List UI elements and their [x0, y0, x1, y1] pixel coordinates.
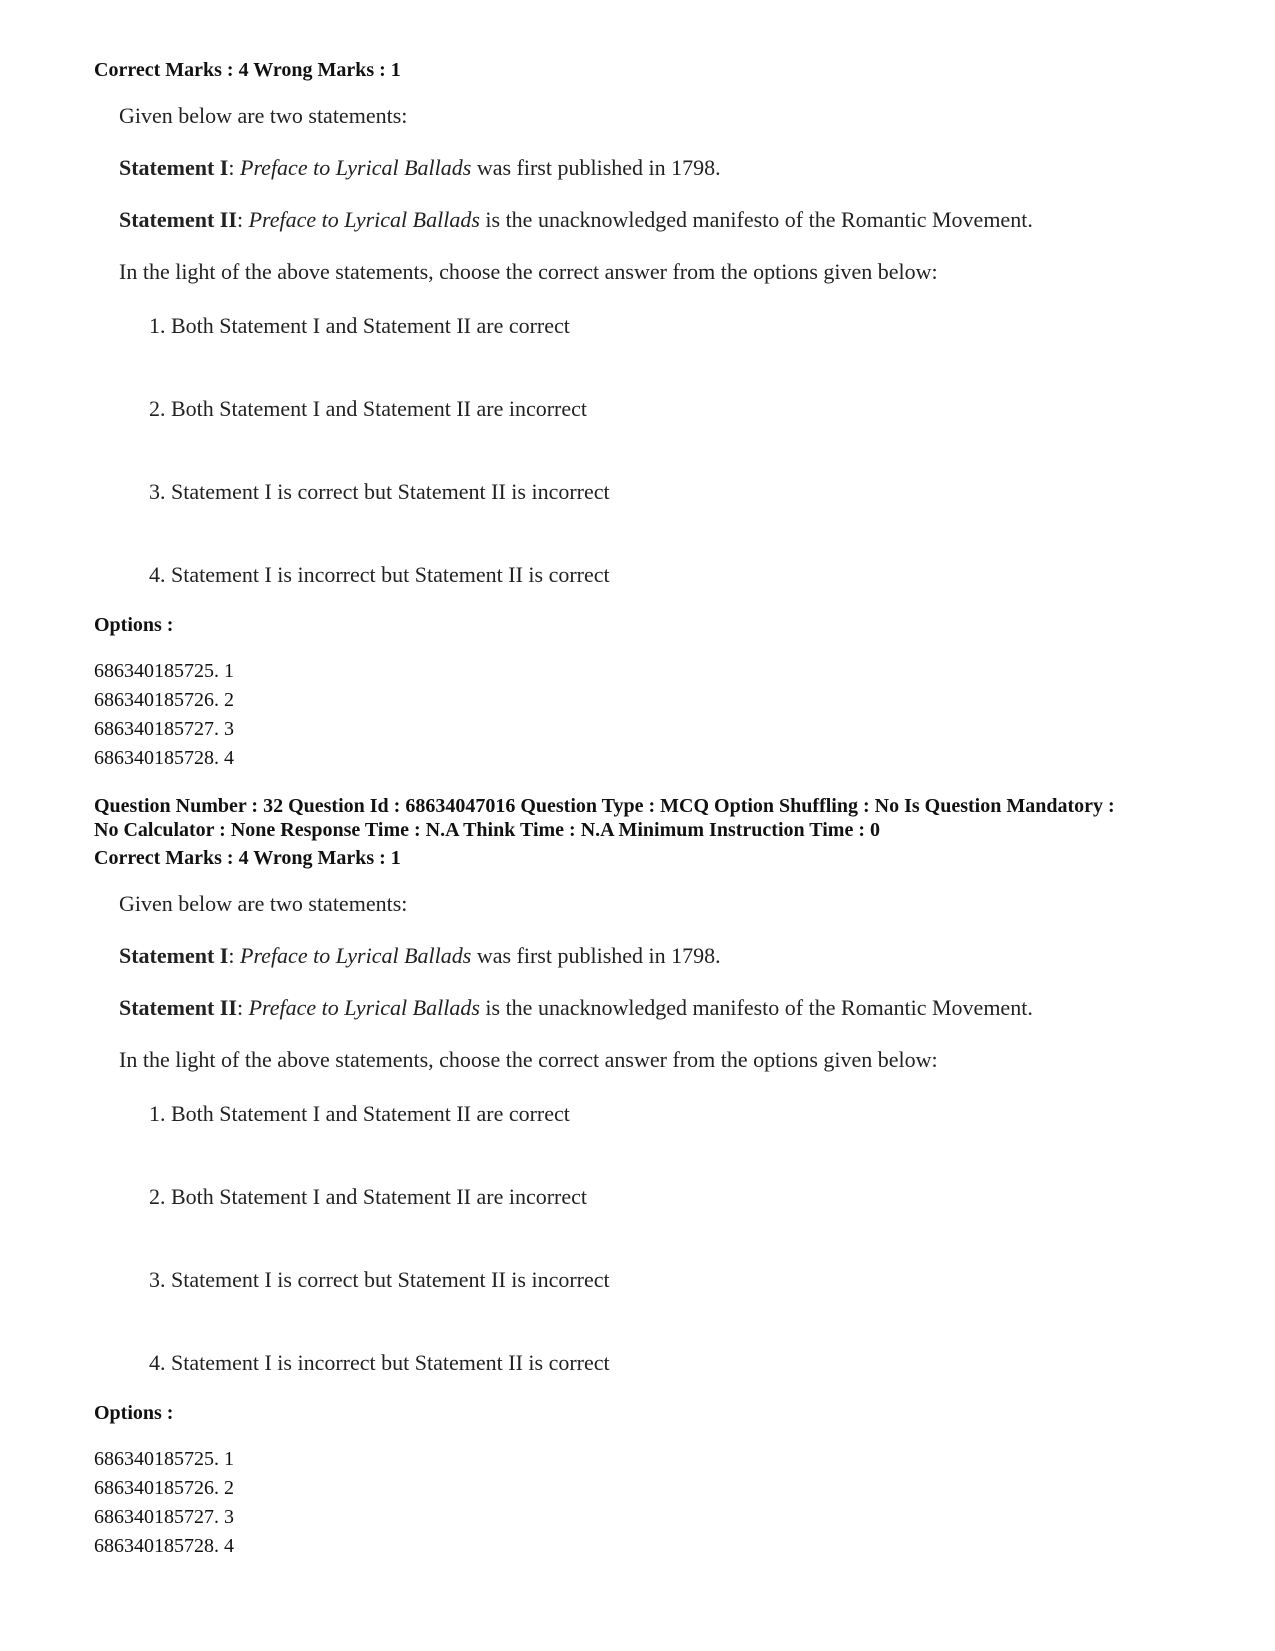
question-prompt: In the light of the above statements, choose the correct answer from the options given below: — [119, 259, 938, 284]
question-body — [119, 102, 1204, 589]
statement-2 — [119, 994, 1204, 1022]
choice-item: 2. Both Statement I and Statement II are incorrect — [149, 1184, 588, 1209]
answer-choices — [149, 1100, 1204, 1377]
option-id: 686340185726. 2 — [94, 1477, 234, 1499]
statement-2-title: Preface to Lyrical Ballads — [248, 207, 480, 232]
statement-1-label: Statement I — [119, 943, 229, 968]
question-block-2 — [94, 794, 1204, 1561]
statement-1-title: Preface to Lyrical Ballads — [240, 943, 472, 968]
statement-1-label: Statement I — [119, 155, 229, 180]
statement-1-rest: was first published in 1798. — [471, 155, 721, 180]
choice-item: 1. Both Statement I and Statement II are correct — [149, 313, 570, 338]
option-id: 686340185725. 1 — [94, 1448, 234, 1470]
statement-2-title: Preface to Lyrical Ballads — [248, 995, 480, 1020]
statement-2 — [119, 206, 1204, 234]
answer-choices — [149, 312, 1204, 589]
statement-1-title: Preface to Lyrical Ballads — [240, 155, 472, 180]
option-id: 686340185728. 4 — [94, 1535, 234, 1557]
statement-1-sep: : — [228, 943, 240, 968]
marks-info: Correct Marks : 4 Wrong Marks : 1 — [94, 847, 401, 869]
statement-2-rest: is the unacknowledged manifesto of the Romantic Movement. — [479, 995, 1033, 1020]
statement-2-sep: : — [236, 995, 249, 1020]
statement-1-sep: : — [228, 155, 240, 180]
question-intro: Given below are two statements: — [119, 103, 408, 128]
question-block-1 — [94, 58, 1204, 773]
statement-2-rest: is the unacknowledged manifesto of the Romantic Movement. — [479, 207, 1033, 232]
question-body — [119, 890, 1204, 1377]
statement-1-rest: was first published in 1798. — [471, 943, 721, 968]
choice-item: 4. Statement I is incorrect but Statement II is correct — [149, 1350, 610, 1375]
options-label: Options : — [94, 1402, 174, 1424]
statement-1 — [119, 154, 1204, 182]
question-prompt: In the light of the above statements, choose the correct answer from the options given below: — [119, 1047, 938, 1072]
question-header-line: No Calculator : None Response Time : N.A Think Time : N.A Minimum Instruction Time : 0 — [94, 819, 880, 841]
choice-item: 2. Both Statement I and Statement II are incorrect — [149, 396, 588, 421]
choice-item: 3. Statement I is correct but Statement II is incorrect — [149, 1267, 610, 1292]
options-label: Options : — [94, 614, 174, 636]
choice-item: 3. Statement I is correct but Statement II is incorrect — [149, 479, 610, 504]
statement-2-label: Statement II — [119, 207, 237, 232]
question-header-line: Question Number : 32 Question Id : 68634047016 Question Type : MCQ Option Shuffling : No Is Question Mandatory : — [94, 795, 1115, 817]
question-intro: Given below are two statements: — [119, 891, 408, 916]
option-id: 686340185727. 3 — [94, 1506, 234, 1528]
option-id: 686340185725. 1 — [94, 660, 234, 682]
statement-2-sep: : — [236, 207, 249, 232]
option-id: 686340185726. 2 — [94, 689, 234, 711]
statement-1 — [119, 942, 1204, 970]
choice-item: 1. Both Statement I and Statement II are correct — [149, 1101, 570, 1126]
choice-item: 4. Statement I is incorrect but Statement II is correct — [149, 562, 610, 587]
option-id: 686340185727. 3 — [94, 718, 234, 740]
statement-2-label: Statement II — [119, 995, 237, 1020]
option-id: 686340185728. 4 — [94, 747, 234, 769]
marks-info: Correct Marks : 4 Wrong Marks : 1 — [94, 59, 401, 81]
